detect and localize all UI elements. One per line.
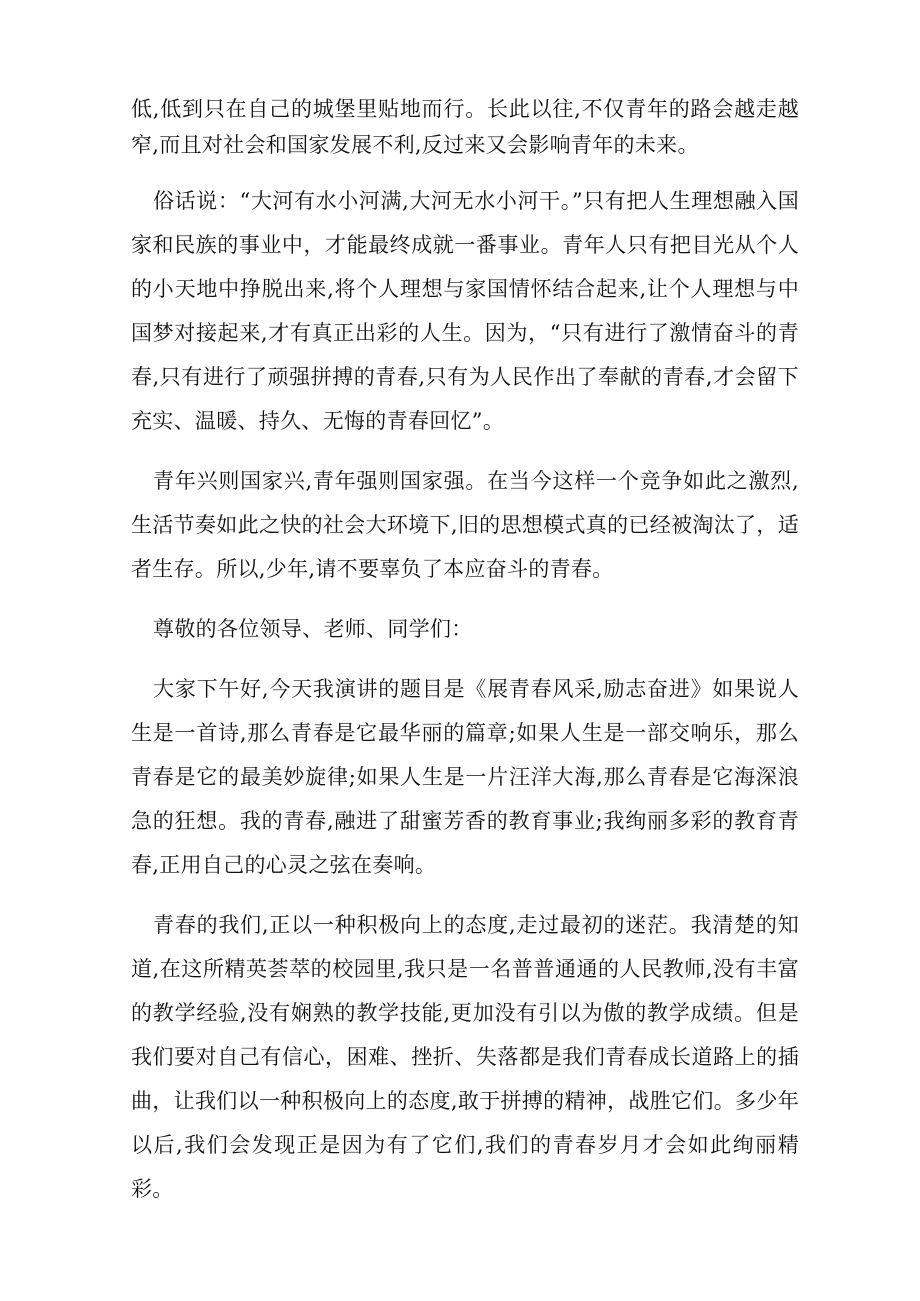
paragraph-youth-attitude: 青春的我们,正以一种积极向上的态度,走过最初的迷茫。我清楚的知道,在这所精英荟萃的校园里,我只是一名普普通通的人民教师,没有丰富的教学经验,没有娴熟的教学技能,更加没有引以为傲的教学成绩。但是我们要对自己有信心，困难、挫折、失落都是我们青春成长道路上的插曲，让我们以一种积极向上的态度,敢于拼搏的精神，战胜它们。多少年以后,我们会发现正是因为有了它们,我们的青春岁月才会如此绚丽精彩。 [131,913,799,1201]
paragraph-salutation: 尊敬的各位领导、老师、同学们： [153,617,473,641]
paragraph-continuation: 低,低到只在自己的城堡里贴地而行。长此以往,不仅青年的路会越走越窄,而且对社会和国家发展不利,反过来又会影响青年的未来。 [131,97,799,157]
paragraph-youth-nation: 青年兴则国家兴,青年强则国家强。在当今这样一个竞争如此之激烈,生活节奏如此之快的社会大环境下,旧的思想模式真的已经被淘汰了，适者生存。所以,少年,请不要辜负了本应奋斗的青春。 [131,469,799,581]
paragraph-proverb: 俗话说：“大河有水小河满,大河无水小河干。”只有把人生理想融入国家和民族的事业中，才能最终成就一番事业。青年人只有把目光从个人的小天地中挣脱出来,将个人理想与家国情怀结合起来,让个人理想与中国梦对接起来,才有真正出彩的人生。因为，“只有进行了激情奋斗的青春,只有进行了顽强拼搏的青春,只有为人民作出了奉献的青春,才会留下充实、温暖、持久、无悔的青春回忆”。 [131,189,799,433]
paragraph-speech-intro: 大家下午好,今天我演讲的题目是《展青春风采,励志奋进》如果说人生是一首诗,那么青春是它最华丽的篇章;如果人生是一部交响乐，那么青春是它的最美妙旋律;如果人生是一片汪洋大海,那么青春是它海深浪急的狂想。我的青春,融进了甜蜜芳香的教育事业;我绚丽多彩的教育青春,正用自己的心灵之弦在奏响。 [131,677,799,877]
document-body [131,91,799,1227]
